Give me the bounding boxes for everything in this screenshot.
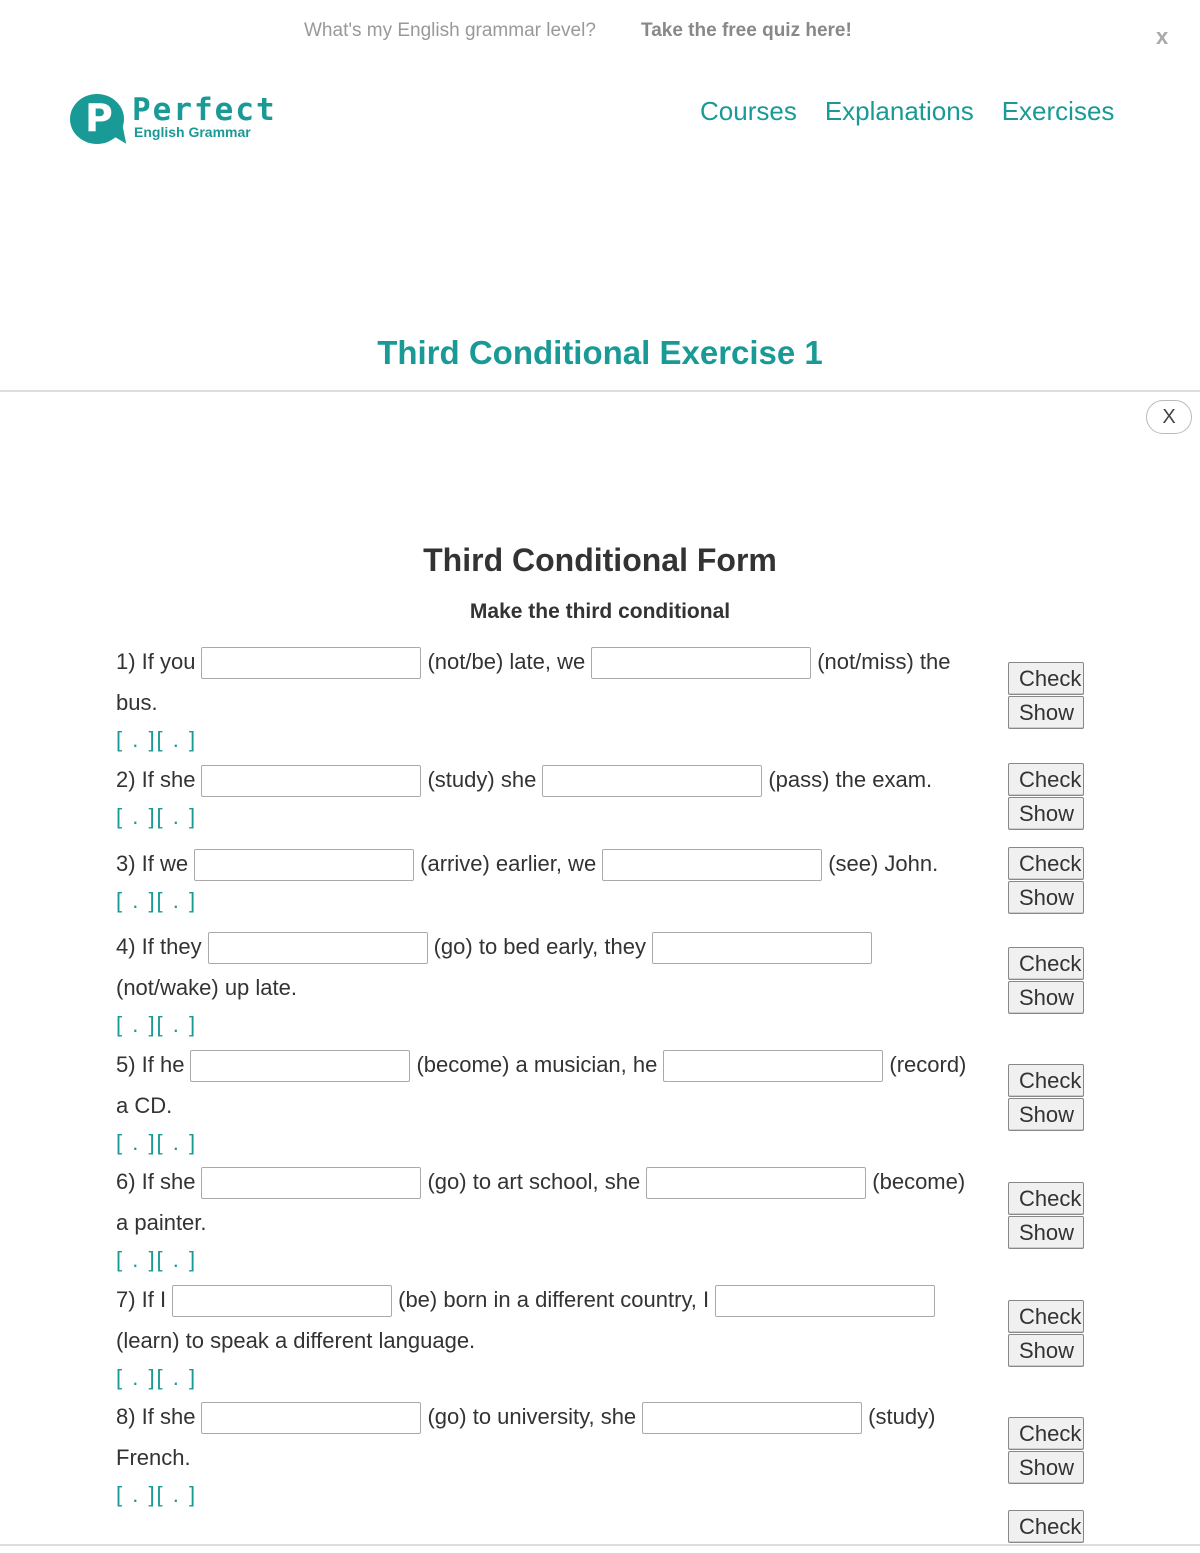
check-button-3[interactable]: Check: [1008, 847, 1084, 880]
question-7-answer-b[interactable]: [715, 1285, 935, 1317]
question-3-answer-b[interactable]: [602, 849, 822, 881]
promo-quiz-link[interactable]: Take the free quiz here!: [641, 20, 852, 41]
page-title: Third Conditional Exercise 1: [377, 334, 823, 371]
question-7-line2: (learn) to speak a different language.: [116, 1328, 476, 1353]
question-4-line2: (not/wake) up late.: [116, 975, 297, 1000]
logo-letter: P: [85, 96, 113, 140]
question-2-prefix: 2) If she: [116, 767, 196, 792]
promo-question: What's my English grammar level?: [304, 20, 596, 41]
question-3-answer-a[interactable]: [194, 849, 414, 881]
question-8-mid: (go) to university, she: [427, 1404, 637, 1429]
question-6-line2: a painter.: [116, 1210, 207, 1235]
show-button-7[interactable]: Show: [1008, 1334, 1084, 1367]
question-4-prefix: 4) If they: [116, 934, 202, 959]
question-2-suffix: (pass) the exam.: [768, 767, 933, 792]
question-6-suffix: (become): [872, 1169, 966, 1194]
question-8: [116, 1396, 996, 1512]
question-8-line2: French.: [116, 1445, 191, 1470]
question-5-answer-b[interactable]: [663, 1050, 883, 1082]
question-4: [116, 926, 996, 1042]
check-button-9[interactable]: Check: [1008, 1510, 1084, 1543]
exercise-close-button[interactable]: X: [1146, 400, 1192, 434]
question-3-feedback: [ . ][ . ]: [116, 888, 198, 913]
nav-exercises[interactable]: Exercises: [1001, 96, 1115, 126]
question-7-feedback: [ . ][ . ]: [116, 1365, 198, 1390]
question-5-suffix: (record): [889, 1052, 967, 1077]
question-1-mid: (not/be) late, we: [427, 649, 586, 674]
question-6-feedback: [ . ][ . ]: [116, 1247, 198, 1272]
show-button-4[interactable]: Show: [1008, 981, 1084, 1014]
question-8-suffix: (study): [868, 1404, 936, 1429]
check-button-7[interactable]: Check: [1008, 1300, 1084, 1333]
question-4-feedback: [ . ][ . ]: [116, 1012, 198, 1037]
main-nav: [700, 96, 1114, 127]
question-5-prefix: 5) If he: [116, 1052, 185, 1077]
question-5-answer-a[interactable]: [190, 1050, 410, 1082]
question-3-prefix: 3) If we: [116, 851, 189, 876]
question-1-feedback: [ . ][ . ]: [116, 727, 198, 752]
check-button-6[interactable]: Check: [1008, 1182, 1084, 1215]
logo-word-perfect: Perfect: [132, 92, 277, 128]
site-logo[interactable]: [70, 92, 277, 148]
question-3: [116, 843, 996, 918]
check-button-4[interactable]: Check: [1008, 947, 1084, 980]
question-1-suffix: (not/miss) the: [817, 649, 951, 674]
question-6-prefix: 6) If she: [116, 1169, 196, 1194]
question-6-answer-b[interactable]: [646, 1167, 866, 1199]
bottom-divider: [0, 1544, 1200, 1546]
question-2-answer-b[interactable]: [542, 765, 762, 797]
divider: [0, 390, 1200, 392]
question-2-mid: (study) she: [427, 767, 537, 792]
question-1-answer-b[interactable]: [591, 647, 811, 679]
show-button-3[interactable]: Show: [1008, 881, 1084, 914]
question-7: [116, 1279, 996, 1395]
question-8-feedback: [ . ][ . ]: [116, 1482, 198, 1507]
exercise-instructions: Make the third conditional: [469, 600, 731, 623]
question-1-answer-a[interactable]: [201, 647, 421, 679]
show-button-8[interactable]: Show: [1008, 1451, 1084, 1484]
question-3-suffix: (see) John.: [828, 851, 939, 876]
question-6-answer-a[interactable]: [201, 1167, 421, 1199]
question-7-mid: (be) born in a different country, I: [398, 1287, 710, 1312]
question-2: [116, 759, 996, 834]
check-button-1[interactable]: Check: [1008, 662, 1084, 695]
question-1-line2: bus.: [116, 690, 158, 715]
question-5-mid: (become) a musician, he: [416, 1052, 658, 1077]
question-7-answer-a[interactable]: [172, 1285, 392, 1317]
question-4-mid: (go) to bed early, they: [433, 934, 646, 959]
question-1-prefix: 1) If you: [116, 649, 196, 674]
question-5-line2: a CD.: [116, 1093, 173, 1118]
promo-close-button[interactable]: x: [1156, 24, 1169, 49]
check-button-5[interactable]: Check: [1008, 1064, 1084, 1097]
question-4-answer-a[interactable]: [208, 932, 428, 964]
question-1: [116, 641, 996, 757]
question-8-answer-a[interactable]: [201, 1402, 421, 1434]
question-4-answer-b[interactable]: [652, 932, 872, 964]
exercise-title: Third Conditional Form: [423, 542, 777, 578]
question-2-feedback: [ . ][ . ]: [116, 804, 198, 829]
question-8-prefix: 8) If she: [116, 1404, 196, 1429]
show-button-5[interactable]: Show: [1008, 1098, 1084, 1131]
question-5-feedback: [ . ][ . ]: [116, 1130, 198, 1155]
nav-explanations[interactable]: Explanations: [824, 96, 974, 126]
question-3-mid: (arrive) earlier, we: [420, 851, 597, 876]
question-6-mid: (go) to art school, she: [427, 1169, 641, 1194]
question-5: [116, 1044, 996, 1160]
question-2-answer-a[interactable]: [201, 765, 421, 797]
logo-word-english-grammar: English Grammar: [134, 124, 251, 140]
check-button-2[interactable]: Check: [1008, 763, 1084, 796]
question-6: [116, 1161, 996, 1277]
promo-bar: [0, 0, 1200, 64]
question-8-answer-b[interactable]: [642, 1402, 862, 1434]
show-button-2[interactable]: Show: [1008, 797, 1084, 830]
show-button-6[interactable]: Show: [1008, 1216, 1084, 1249]
question-7-prefix: 7) If I: [116, 1287, 167, 1312]
nav-courses[interactable]: Courses: [700, 96, 797, 126]
show-button-1[interactable]: Show: [1008, 696, 1084, 729]
check-button-8[interactable]: Check: [1008, 1417, 1084, 1450]
